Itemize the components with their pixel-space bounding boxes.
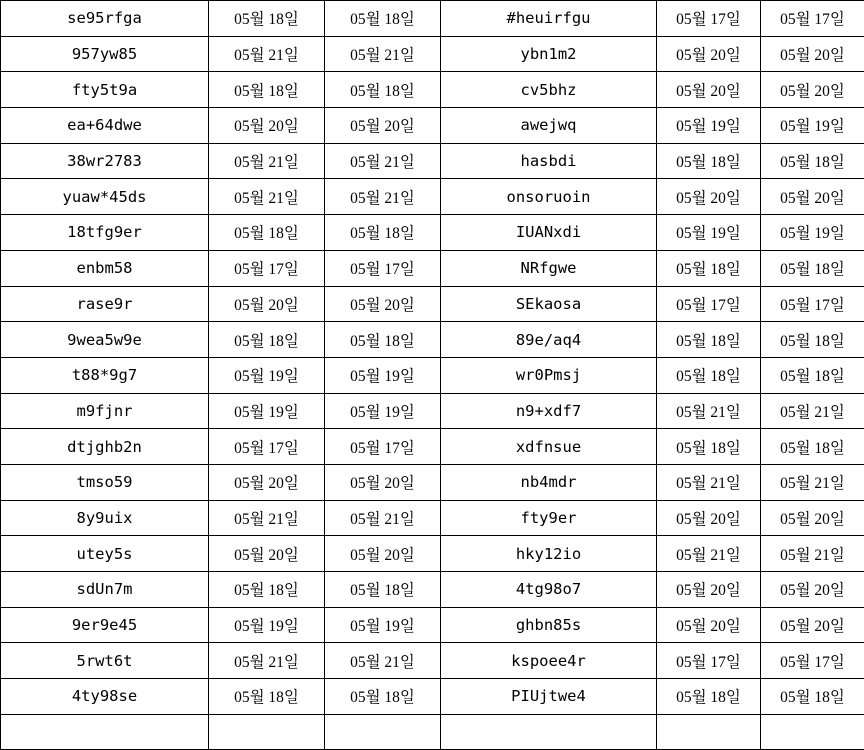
cell-date[interactable]: 05월 18일 xyxy=(761,250,864,286)
cell-code[interactable]: ghbn85s xyxy=(441,607,657,643)
cell-date[interactable]: 05월 17일 xyxy=(209,250,325,286)
cell-date[interactable]: 05월 18일 xyxy=(657,250,761,286)
cell-date[interactable]: 05월 18일 xyxy=(761,679,864,715)
cell-code[interactable]: NRfgwe xyxy=(441,250,657,286)
cell-code[interactable]: 89e/aq4 xyxy=(441,322,657,358)
cell-date[interactable]: 05월 19일 xyxy=(325,393,441,429)
table-row xyxy=(1,357,864,393)
cell-code[interactable]: sdUn7m xyxy=(1,572,209,608)
cell-date[interactable]: 05월 20일 xyxy=(657,179,761,215)
cell-code[interactable]: ybn1m2 xyxy=(441,36,657,72)
cell-code[interactable]: 5rwt6t xyxy=(1,643,209,679)
cell-date[interactable]: 05월 20일 xyxy=(761,179,864,215)
cell-code[interactable] xyxy=(1,714,209,750)
cell-date[interactable]: 05월 18일 xyxy=(325,72,441,108)
cell-date[interactable]: 05월 18일 xyxy=(209,215,325,251)
cell-code[interactable]: awejwq xyxy=(441,108,657,144)
cell-code[interactable]: yuaw*45ds xyxy=(1,179,209,215)
table-row xyxy=(1,215,864,251)
table-row xyxy=(1,464,864,500)
table-row xyxy=(1,679,864,715)
table-row xyxy=(1,643,864,679)
cell-code[interactable]: n9+xdf7 xyxy=(441,393,657,429)
cell-date[interactable]: 05월 18일 xyxy=(209,1,325,37)
table-row xyxy=(1,429,864,465)
cell-code[interactable]: 18tfg9er xyxy=(1,215,209,251)
cell-date[interactable] xyxy=(657,714,761,750)
table-row xyxy=(1,143,864,179)
cell-date[interactable]: 05월 21일 xyxy=(209,36,325,72)
cell-date[interactable]: 05월 20일 xyxy=(761,36,864,72)
cell-code[interactable]: nb4mdr xyxy=(441,464,657,500)
cell-date[interactable]: 05월 19일 xyxy=(657,108,761,144)
cell-date[interactable]: 05월 18일 xyxy=(761,429,864,465)
table-row xyxy=(1,572,864,608)
cell-code[interactable]: SEkaosa xyxy=(441,286,657,322)
cell-date[interactable]: 05월 18일 xyxy=(325,1,441,37)
cell-code[interactable]: 9er9e45 xyxy=(1,607,209,643)
cell-date[interactable]: 05월 18일 xyxy=(209,72,325,108)
cell-code[interactable]: #heuirfgu xyxy=(441,1,657,37)
cell-date[interactable]: 05월 21일 xyxy=(325,143,441,179)
cell-date[interactable]: 05월 21일 xyxy=(209,179,325,215)
table-row xyxy=(1,393,864,429)
cell-date[interactable]: 05월 17일 xyxy=(761,286,864,322)
cell-date[interactable]: 05월 17일 xyxy=(657,643,761,679)
cell-date[interactable]: 05월 20일 xyxy=(761,500,864,536)
cell-code[interactable]: ea+64dwe xyxy=(1,108,209,144)
cell-date[interactable]: 05월 21일 xyxy=(209,643,325,679)
cell-date[interactable]: 05월 18일 xyxy=(325,572,441,608)
cell-date[interactable]: 05월 20일 xyxy=(325,108,441,144)
cell-date[interactable]: 05월 18일 xyxy=(325,215,441,251)
cell-code[interactable]: utey5s xyxy=(1,536,209,572)
cell-date[interactable]: 05월 21일 xyxy=(657,464,761,500)
table-row xyxy=(1,536,864,572)
cell-code[interactable] xyxy=(441,714,657,750)
cell-code[interactable]: hasbdi xyxy=(441,143,657,179)
cell-date[interactable]: 05월 20일 xyxy=(209,464,325,500)
cell-date[interactable]: 05월 18일 xyxy=(761,143,864,179)
cell-date[interactable]: 05월 18일 xyxy=(657,679,761,715)
cell-date[interactable]: 05월 18일 xyxy=(209,572,325,608)
cell-date[interactable]: 05월 18일 xyxy=(761,357,864,393)
table-row xyxy=(1,72,864,108)
cell-date[interactable]: 05월 19일 xyxy=(209,357,325,393)
cell-code[interactable]: se95rfga xyxy=(1,1,209,37)
cell-date[interactable]: 05월 21일 xyxy=(325,179,441,215)
cell-code[interactable]: 9wea5w9e xyxy=(1,322,209,358)
cell-date[interactable]: 05월 17일 xyxy=(657,1,761,37)
cell-date[interactable]: 05월 19일 xyxy=(209,607,325,643)
cell-code[interactable]: PIUjtwe4 xyxy=(441,679,657,715)
cell-date[interactable]: 05월 19일 xyxy=(325,607,441,643)
cell-date[interactable]: 05월 20일 xyxy=(209,536,325,572)
table-row xyxy=(1,286,864,322)
cell-date[interactable]: 05월 20일 xyxy=(209,286,325,322)
cell-date[interactable]: 05월 21일 xyxy=(657,393,761,429)
cell-code[interactable]: wr0Pmsj xyxy=(441,357,657,393)
table-row xyxy=(1,179,864,215)
cell-date[interactable]: 05월 21일 xyxy=(209,143,325,179)
cell-date[interactable]: 05월 18일 xyxy=(209,322,325,358)
cell-date[interactable]: 05월 20일 xyxy=(209,108,325,144)
cell-code[interactable]: kspoee4r xyxy=(441,643,657,679)
cell-code[interactable]: 4ty98se xyxy=(1,679,209,715)
cell-date[interactable]: 05월 21일 xyxy=(657,536,761,572)
cell-code[interactable]: hky12io xyxy=(441,536,657,572)
cell-code[interactable]: 8y9uix xyxy=(1,500,209,536)
cell-date[interactable]: 05월 18일 xyxy=(761,322,864,358)
cell-date[interactable]: 05월 20일 xyxy=(657,500,761,536)
cell-date[interactable]: 05월 18일 xyxy=(325,679,441,715)
cell-date[interactable]: 05월 21일 xyxy=(209,500,325,536)
table-row xyxy=(1,1,864,37)
table-row xyxy=(1,108,864,144)
cell-code[interactable]: m9fjnr xyxy=(1,393,209,429)
cell-date[interactable]: 05월 19일 xyxy=(761,215,864,251)
cell-date[interactable]: 05월 19일 xyxy=(657,215,761,251)
cell-code[interactable]: enbm58 xyxy=(1,250,209,286)
table-row xyxy=(1,607,864,643)
cell-date[interactable] xyxy=(209,714,325,750)
cell-date[interactable]: 05월 17일 xyxy=(761,1,864,37)
cell-date[interactable]: 05월 19일 xyxy=(761,108,864,144)
table-body xyxy=(1,1,864,750)
table-row xyxy=(1,322,864,358)
cell-date[interactable]: 05월 18일 xyxy=(657,322,761,358)
cell-date[interactable] xyxy=(761,714,864,750)
cell-code[interactable]: 38wr2783 xyxy=(1,143,209,179)
cell-date[interactable]: 05월 21일 xyxy=(761,464,864,500)
cell-code[interactable]: 957yw85 xyxy=(1,36,209,72)
cell-date[interactable]: 05월 20일 xyxy=(325,286,441,322)
cell-date[interactable]: 05월 20일 xyxy=(657,36,761,72)
cell-code[interactable]: 4tg98o7 xyxy=(441,572,657,608)
cell-code[interactable]: tmso59 xyxy=(1,464,209,500)
cell-date[interactable]: 05월 18일 xyxy=(657,357,761,393)
cell-code[interactable]: fty5t9a xyxy=(1,72,209,108)
table-row xyxy=(1,250,864,286)
cell-code[interactable]: rase9r xyxy=(1,286,209,322)
cell-code[interactable]: IUANxdi xyxy=(441,215,657,251)
cell-date[interactable]: 05월 17일 xyxy=(761,643,864,679)
cell-date[interactable]: 05월 18일 xyxy=(325,322,441,358)
cell-date[interactable]: 05월 17일 xyxy=(325,250,441,286)
cell-date[interactable]: 05월 21일 xyxy=(325,36,441,72)
table-row xyxy=(1,36,864,72)
cell-date[interactable]: 05월 20일 xyxy=(657,607,761,643)
cell-date[interactable]: 05월 17일 xyxy=(657,286,761,322)
cell-date[interactable]: 05월 20일 xyxy=(761,572,864,608)
cell-date[interactable]: 05월 18일 xyxy=(657,429,761,465)
cell-date[interactable]: 05월 20일 xyxy=(325,536,441,572)
table-row xyxy=(1,714,864,750)
cell-date[interactable]: 05월 21일 xyxy=(761,393,864,429)
cell-date[interactable]: 05월 20일 xyxy=(761,72,864,108)
cell-date[interactable]: 05월 20일 xyxy=(325,464,441,500)
cell-date[interactable]: 05월 20일 xyxy=(761,607,864,643)
cell-date[interactable]: 05월 19일 xyxy=(209,393,325,429)
cell-date[interactable]: 05월 20일 xyxy=(657,72,761,108)
cell-date[interactable]: 05월 17일 xyxy=(209,429,325,465)
cell-date[interactable]: 05월 20일 xyxy=(657,572,761,608)
cell-date[interactable]: 05월 17일 xyxy=(325,429,441,465)
cell-date[interactable]: 05월 18일 xyxy=(657,143,761,179)
cell-code[interactable]: dtjghb2n xyxy=(1,429,209,465)
cell-date[interactable]: 05월 18일 xyxy=(209,679,325,715)
cell-date[interactable]: 05월 21일 xyxy=(761,536,864,572)
cell-code[interactable]: onsoruoin xyxy=(441,179,657,215)
table-row xyxy=(1,500,864,536)
cell-code[interactable]: xdfnsue xyxy=(441,429,657,465)
cell-date[interactable]: 05월 21일 xyxy=(325,500,441,536)
cell-date[interactable]: 05월 19일 xyxy=(325,357,441,393)
cell-code[interactable]: t88*9g7 xyxy=(1,357,209,393)
cell-date[interactable]: 05월 21일 xyxy=(325,643,441,679)
cell-code[interactable]: cv5bhz xyxy=(441,72,657,108)
cell-code[interactable]: fty9er xyxy=(441,500,657,536)
cell-date[interactable] xyxy=(325,714,441,750)
